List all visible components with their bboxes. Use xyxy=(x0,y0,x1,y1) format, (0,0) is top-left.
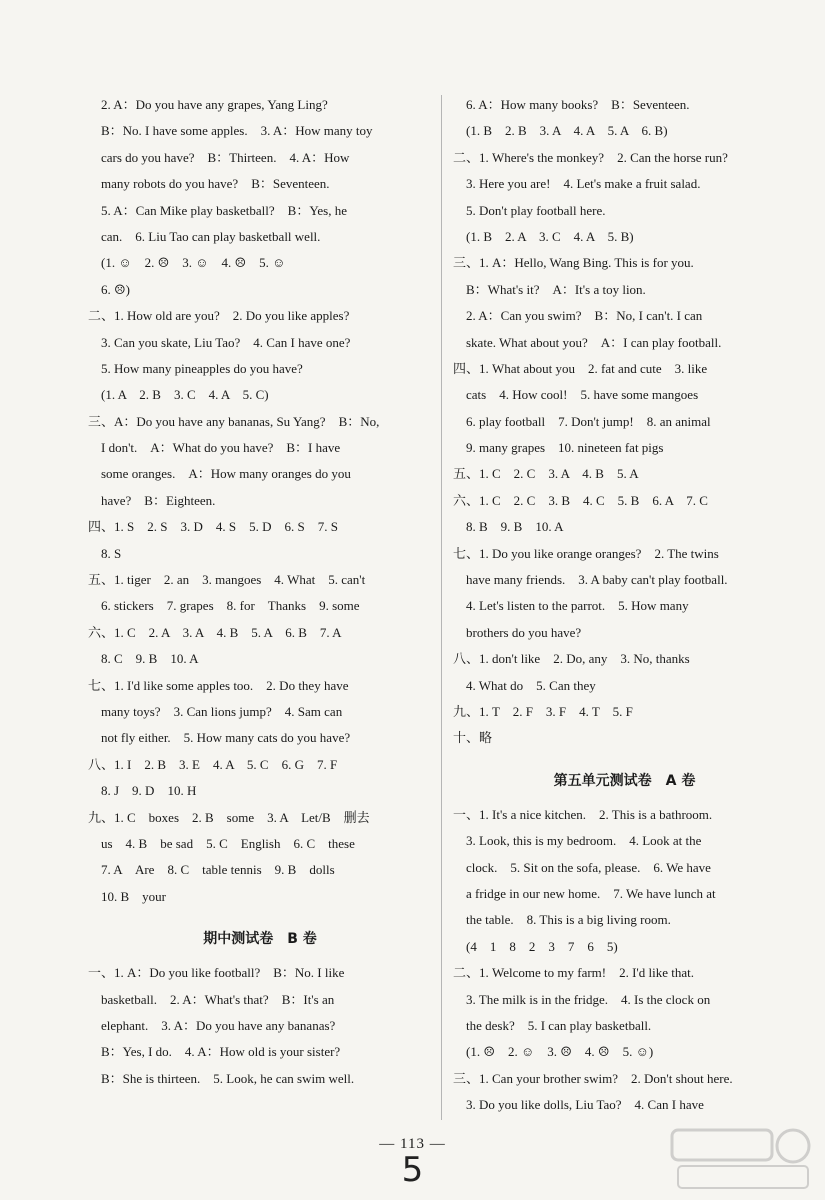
answer-line: 8. B 9. B 10. A xyxy=(453,519,564,535)
answer-line: basketball. 2. A：What's that? B：It's an xyxy=(88,991,335,1007)
answer-line: a fridge in our new home. 7. We have lunch at xyxy=(453,885,716,901)
answer-line: 6. stickers 7. grapes 8. for Thanks 9. some xyxy=(88,598,360,614)
answer-line: 一、1. It's a nice kitchen. 2. This is a bathroom. xyxy=(453,806,713,822)
answer-line: 七、1. I'd like some apples too. 2. Do they have xyxy=(88,677,349,693)
answer-line: 二、1. Welcome to my farm! 2. I'd like that. xyxy=(453,965,695,981)
answer-line: 5. How many pineapples do you have? xyxy=(88,360,303,376)
answer-line: 三、1. Can your brother swim? 2. Don't shout here. xyxy=(453,1070,733,1086)
answer-line: 7. A Are 8. C table tennis 9. B dolls xyxy=(88,862,335,878)
answer-line: 八、1. don't like 2. Do, any 3. No, thanks xyxy=(453,651,690,667)
answer-line: 2. A：Do you have any grapes, Yang Ling? xyxy=(88,97,328,112)
answer-line: 五、1. C 2. C 3. A 4. B 5. A xyxy=(453,466,639,482)
answer-line: B：Yes, I do. 4. A：How old is your sister? xyxy=(88,1044,341,1060)
answer-line: 八、1. I 2. B 3. E 4. A 5. C 6. G 7. F xyxy=(88,756,338,772)
answer-line: 三、A：Do you have any bananas, Su Yang? B：No, xyxy=(88,413,380,429)
section-title: 第五单元测试卷 A 卷 xyxy=(553,772,696,789)
answer-line: cars do you have? B：Thirteen. 4. A：How xyxy=(88,149,350,165)
answer-line: 8. S xyxy=(88,545,122,561)
answer-line: B：No. I have some apples. 3. A：How many toy xyxy=(88,123,373,139)
answer-line: 五、1. tiger 2. an 3. mangoes 4. What 5. can't xyxy=(88,572,366,588)
answer-line: B：She is thirteen. 5. Look, he can swim well. xyxy=(88,1070,355,1086)
answer-line: many toys? 3. Can lions jump? 4. Sam can xyxy=(88,703,343,719)
answer-line: 5. Don't play football here. xyxy=(453,202,606,218)
answer-line: us 4. B be sad 5. C English 6. C these xyxy=(88,835,355,851)
answer-line: 4. Let's listen to the parrot. 5. How many xyxy=(453,598,689,614)
answer-line: the table. 8. This is a big living room. xyxy=(453,912,671,928)
answer-line: 3. Look, this is my bedroom. 4. Look at the xyxy=(453,833,702,849)
left-column xyxy=(88,92,432,1092)
answer-line: 四、1. S 2. S 3. D 4. S 5. D 6. S 7. S xyxy=(88,519,338,535)
answer-line: 3. The milk is in the fridge. 4. Is the clock on xyxy=(453,991,711,1007)
answer-line: many robots do you have? B：Seventeen. xyxy=(88,176,330,192)
answer-line: 3. Can you skate, Liu Tao? 4. Can I have one? xyxy=(88,334,351,350)
column-divider xyxy=(441,95,442,1120)
answer-line: have many friends. 3. A baby can't play football. xyxy=(453,572,728,588)
answer-line: 七、1. Do you like orange oranges? 2. The twins xyxy=(453,545,719,561)
answer-line: 8. J 9. D 10. H xyxy=(88,783,197,799)
answer-line: 一、1. A：Do you like football? B：No. I like xyxy=(88,965,345,981)
answer-line: (1. ☺ 2. ☹ 3. ☺ 4. ☹ 5. ☺ xyxy=(88,255,286,271)
answer-line: (1. B 2. B 3. A 4. A 5. A 6. B) xyxy=(453,123,668,139)
answer-line: 2. A：Can you swim? B：No, I can't. I can xyxy=(453,308,703,324)
answer-line: 六、1. C 2. C 3. B 4. C 5. B 6. A 7. C xyxy=(453,492,708,508)
answer-line: 3. Do you like dolls, Liu Tao? 4. Can I have xyxy=(453,1097,704,1113)
answer-line: 8. C 9. B 10. A xyxy=(88,651,199,667)
answer-line: elephant. 3. A：Do you have any bananas? xyxy=(88,1017,336,1033)
answer-line: have? B：Eighteen. xyxy=(88,492,216,508)
page-number: — 113 — xyxy=(379,1136,446,1152)
answer-line: 六、1. C 2. A 3. A 4. B 5. A 6. B 7. A xyxy=(88,624,342,640)
answer-line: 6. ☹) xyxy=(88,281,130,297)
watermark-logo xyxy=(668,1124,818,1194)
answer-line: I don't. A：What do you have? B：I have xyxy=(88,440,341,456)
answer-line: some oranges. A：How many oranges do you xyxy=(88,466,351,482)
section-title: 期中测试卷 B 卷 xyxy=(203,931,317,948)
answer-line: 9. many grapes 10. nineteen fat pigs xyxy=(453,440,664,456)
answer-line: 十、略 xyxy=(453,730,493,746)
answer-line: (4 1 8 2 3 7 6 5) xyxy=(453,938,618,954)
handwritten-mark: 5 xyxy=(401,1150,424,1190)
answer-line: 二、1. How old are you? 2. Do you like apples? xyxy=(88,308,350,324)
answer-line: 三、1. A：Hello, Wang Bing. This is for you. xyxy=(453,255,694,271)
answer-line: 四、1. What about you 2. fat and cute 3. like xyxy=(453,360,708,376)
answer-line: B：What's it? A：It's a toy lion. xyxy=(453,281,646,297)
answer-line: cats 4. How cool! 5. have some mangoes xyxy=(453,387,699,403)
right-column xyxy=(453,92,796,1118)
answer-line: 6. play football 7. Don't jump! 8. an animal xyxy=(453,413,711,429)
answer-line: clock. 5. Sit on the sofa, please. 6. We have xyxy=(453,859,711,875)
answer-line: 6. A：How many books? B：Seventeen. xyxy=(453,97,690,112)
answer-line: can. 6. Liu Tao can play basketball well. xyxy=(88,228,321,244)
answer-line: not fly either. 5. How many cats do you have? xyxy=(88,730,351,746)
answer-line: the desk? 5. I can play basketball. xyxy=(453,1017,652,1033)
answer-line: brothers do you have? xyxy=(453,624,582,640)
answer-line: (1. ☹ 2. ☺ 3. ☹ 4. ☹ 5. ☺) xyxy=(453,1044,654,1060)
answer-line: 九、1. T 2. F 3. F 4. T 5. F xyxy=(453,703,633,719)
answer-line: 3. Here you are! 4. Let's make a fruit salad. xyxy=(453,176,701,192)
answer-line: 5. A：Can Mike play basketball? B：Yes, he xyxy=(88,202,348,218)
answer-line: 九、1. C boxes 2. B some 3. A Let/B 删去 xyxy=(88,809,370,825)
answer-line: 10. B your xyxy=(88,888,167,904)
answer-line: 二、1. Where's the monkey? 2. Can the horse run? xyxy=(453,149,728,165)
answer-line: skate. What about you? A：I can play football. xyxy=(453,334,722,350)
answer-line: (1. B 2. A 3. C 4. A 5. B) xyxy=(453,228,634,244)
answer-line: 4. What do 5. Can they xyxy=(453,677,596,693)
answer-line: (1. A 2. B 3. C 4. A 5. C) xyxy=(88,387,269,403)
